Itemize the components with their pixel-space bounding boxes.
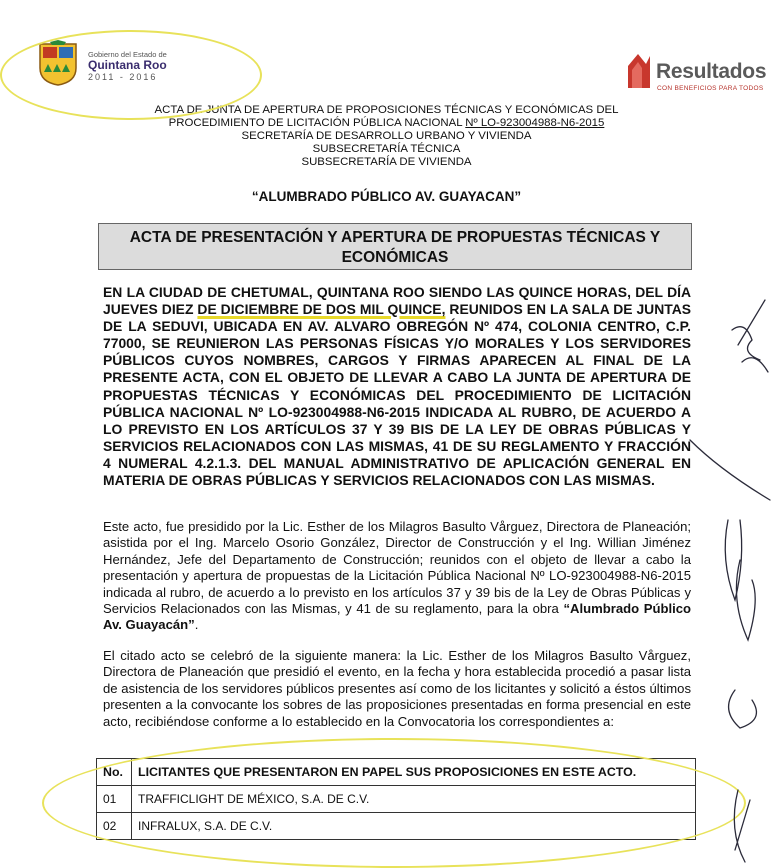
paragraph-presided-text: Este acto, fue presidido por la Lic. Esther de los Milagros Basulto Vårguez, Directora de Planeación; asistida por el Ing. Marcelo Osorio González, Director de Construcción y el Ing. Willian Jiménez Hernández, Jefe del Departamento de Construcción; reunidos con el objeto de llevar a cabo la presentación y apertura de propuestas de la Licitación Pública Nacional Nº LO-923004988-N6-2015 indicada al rubro, de acuerdo a lo previsto en los artículos 37 y 39 bis de la Ley de Obras Públicas y Servicios Relacionados con las Mismas, y 41 de su reglamento, para la obra bbox=[103, 519, 691, 617]
work-name: “Alumbrado Público Av. Guayacán” bbox=[103, 601, 692, 633]
bidder-number: 01 bbox=[97, 786, 132, 813]
header-line-3: SECRETARÍA DE DESARROLLO URBANO Y VIVIENDA bbox=[241, 130, 532, 142]
project-name: “ALUMBRADO PÚBLICO AV. GUAYACAN” bbox=[251, 189, 522, 204]
intro-highlighted-date: DE DICIEMBRE DE DOS MIL QUINCE, bbox=[197, 301, 446, 318]
signature-line bbox=[690, 440, 770, 500]
bidder-name: TRAFFICLIGHT DE MÉXICO, S.A. DE C.V. bbox=[132, 786, 696, 813]
header-line-5: SUBSECRETARÍA DE VIVIENDA bbox=[301, 156, 472, 168]
resultados-tagline: CON BENEFICIOS PARA TODOS bbox=[657, 85, 764, 92]
bidder-name: INFRALUX, S.A. DE C.V. bbox=[132, 813, 696, 840]
gov-logo-line1: Gobierno del Estado de bbox=[88, 50, 167, 59]
intro-text-after: REUNIDOS EN LA SALA DE JUNTAS DE LA SEDUVI, UBICADA EN AV. ALVARO OBREGÓN Nº 474, COLONIA CENTRO, C.P. 77000, SE REUNIERON LAS PERSONAS FÍSICAS Y/O MORALES Y LOS SERVIDORES PÚBLICOS CUYOS NOMBRES, CARGOS Y FIRMAS APARECEN AL FINAL DE LA PRESENTE ACTA, CON EL OBJETO DE LLEVAR A CABO LA JUNTA DE APERTURA DE PROPUESTAS TÉCNICAS Y ECONÓMICAS DEL PROCEDIMIENTO DE LICITACIÓN PÚBLICA NACIONAL Nº LO-923004988-N6-2015 INDICADA AL RUBRO, DE ACUERDO A LO PREVISTO EN LOS ARTÍCULOS 37 Y 39 BIS DE LA LEY DE OBRAS PÚBLICAS Y SERVICIOS RELACIONADOS CON LAS MISMAS, 41 DE SU REGLAMENTO Y FRACCIÓN 4 NUMERAL 4.2.1.3. DEL MANUAL ADMINISTRATIVO DE APLICACIÓN GENERAL EN MATERIA DE OBRAS PÚBLICAS Y SERVICIOS RELACIONADOS CON LAS MISMAS. bbox=[103, 301, 691, 489]
paragraph-presided-end: . bbox=[194, 617, 199, 633]
signature-mark-1 bbox=[732, 300, 768, 372]
gov-logo-name: Quintana Roo bbox=[88, 58, 167, 72]
document-title-line1: ACTA DE PRESENTACIÓN Y APERTURA DE PROPUESTAS TÉCNICAS Y bbox=[129, 229, 661, 246]
signature-mark-2 bbox=[725, 520, 741, 600]
header-line-4: SUBSECRETARÍA TÉCNICA bbox=[312, 143, 461, 155]
bidder-number: 02 bbox=[97, 813, 132, 840]
paragraph-proceedings: El citado acto se celebró de la siguiente manera: la Lic. Esther de los Milagros Basulto Vårguez, Directora de Planeación que presidió el evento, en la fecha y hora establecida procedió a pasar lista de asistencia de los servidores públicos presentes así como de los licitantes y solicitó a éstos últimos presenten a la convocante los sobres de las proposiciones presentadas en forma presencial en este acto, recibiéndose conforme a lo establecido en la Convocatoria los correspondientes a: bbox=[103, 648, 691, 729]
gov-logo-years: 2011 - 2016 bbox=[88, 72, 158, 82]
intro-text-before: EN LA CIUDAD DE CHETUMAL, QUINTANA ROO SIENDO LAS QUINCE HORAS, DEL DÍA JUEVES DIEZ bbox=[103, 284, 691, 318]
column-header-no: No. bbox=[97, 759, 132, 786]
resultados-word: Resultados bbox=[656, 60, 767, 83]
signature-mark-5 bbox=[734, 790, 750, 862]
signature-mark-3 bbox=[736, 560, 755, 640]
tender-number: Nº LO-923004988-N6-2015 bbox=[465, 117, 605, 129]
column-header-bidders: LICITANTES QUE PRESENTARON EN PAPEL SUS PROPOSICIONES EN ESTE ACTO. bbox=[132, 759, 696, 786]
document-title-line2: ECONÓMICAS bbox=[341, 249, 449, 266]
header-line-1: ACTA DE JUNTA DE APERTURA DE PROPOSICIONES TÉCNICAS Y ECONÓMICAS DEL bbox=[154, 104, 619, 116]
signature-mark-4 bbox=[729, 690, 757, 728]
header-line-2-text: PROCEDIMIENTO DE LICITACIÓN PÚBLICA NACIONAL bbox=[168, 117, 463, 129]
